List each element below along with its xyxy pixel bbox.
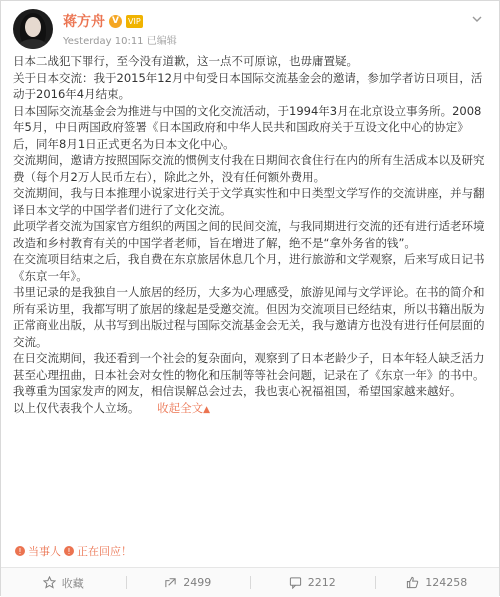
comment-button[interactable] <box>250 568 375 597</box>
collapse-arrow-icon: ▲ <box>203 404 211 415</box>
paragraph: 此项学者交流为国家官方组织的两国之间的民间交流，与我同期进行交流的还有进行适老环境改造和乡村教育有关的中国学者老师，旨在增进了解，绝不是“拿外务省的钱”。 <box>13 219 485 250</box>
vip-badge-icon: VIP <box>128 16 141 26</box>
status-text: 当事人 <box>28 545 61 558</box>
post-header <box>13 9 483 49</box>
paragraph: 在交流项目结束之后，我自费在东京旅居休息几个月，进行旅游和文学观察，后来写成日记书《东京一年》。 <box>13 252 485 283</box>
star-icon <box>43 576 56 589</box>
alert-icon: ! <box>15 546 25 556</box>
collapse-link[interactable] <box>157 401 210 415</box>
favorite-label: 收藏 <box>61 576 84 590</box>
status-badge[interactable] <box>15 543 132 559</box>
avatar[interactable] <box>13 9 53 49</box>
post-time[interactable]: Yesterday 10:11 <box>63 36 144 47</box>
verified-badge-icon: V <box>109 15 122 28</box>
paragraph: 交流期间，邀请方按照国际交流的惯例支付我在日期间衣食住行在内的所有生活成本以及研究费（每个月2万人民币左右），除此之外，没有任何额外费用。 <box>13 153 485 184</box>
author-name[interactable]: 蒋方舟 <box>63 14 105 30</box>
status-live: 正在回应！ <box>77 545 132 558</box>
share-icon <box>164 576 177 589</box>
paragraph: 交流期间，我与日本推理小说家进行关于文学真实性和中日类型文学写作的交流讲座，并与翻译日本文学的中国学者们进行了文化交流。 <box>13 186 485 217</box>
post-edited: 已编辑 <box>146 36 177 47</box>
paragraph: 在日交流期间，我还看到一个社会的复杂面向，观察到了日本老龄少子，日本年轻人缺乏活力甚至心理扭曲，日本社会对女性的物化和压制等等社会问题，记录在了《东京一年》的书中。 <box>13 351 485 382</box>
share-button[interactable] <box>126 568 251 597</box>
post-meta <box>63 32 177 47</box>
paragraph: 书里记录的是我独自一人旅居的经历，大多为心理感受，旅游见闻与文学评论。在书的简介和所有采访里，我都写明了旅居的缘起是受邀交流。但因为交流项目已经结束，所以书籍出版为正常商业出版，从书写到出版过程与国际交流基金会无关，我与邀请方也没有进行任何层面的交流。 <box>13 285 485 349</box>
paragraph: 我尊重为国家发声的网友，相信误解总会过去，我也衷心祝福祖国，希望国家越来越好。 <box>13 384 462 398</box>
closing-line <box>13 400 489 419</box>
comment-count: 2212 <box>307 576 336 589</box>
collapse-label: 收起全文 <box>157 400 204 415</box>
paragraph: 日本二战犯下罪行，至今没有道歉，这一点不可原谅，也毋庸置疑。 <box>13 54 358 68</box>
paragraph: 关于日本交流：我于2015年12月中旬受日本国际交流基金会的邀请，参加学者访日项目，活动于2016年4月结束。 <box>13 70 483 101</box>
author-row <box>63 11 143 31</box>
live-icon: ! <box>64 546 74 556</box>
like-count: 124258 <box>425 576 468 589</box>
post-content <box>13 53 489 418</box>
share-count: 2499 <box>183 576 212 589</box>
comment-icon <box>289 576 302 589</box>
paragraph: 日本国际交流基金会为推进与中国的文化交流活动，于1994年3月在北京设立事务所。2008年5月，中日两国政府签署《日本国政府和中华人民共和国政府关于互设文化中心的协定》后，同年8月1日正式更名为日本文化中心。 <box>13 103 482 151</box>
like-button[interactable] <box>375 568 500 597</box>
closing-text: 以上仅代表我个人立场。 <box>13 400 140 415</box>
chevron-down-icon[interactable] <box>471 13 483 25</box>
action-bar <box>1 567 499 597</box>
like-icon <box>406 576 419 589</box>
favorite-button[interactable] <box>1 568 126 597</box>
